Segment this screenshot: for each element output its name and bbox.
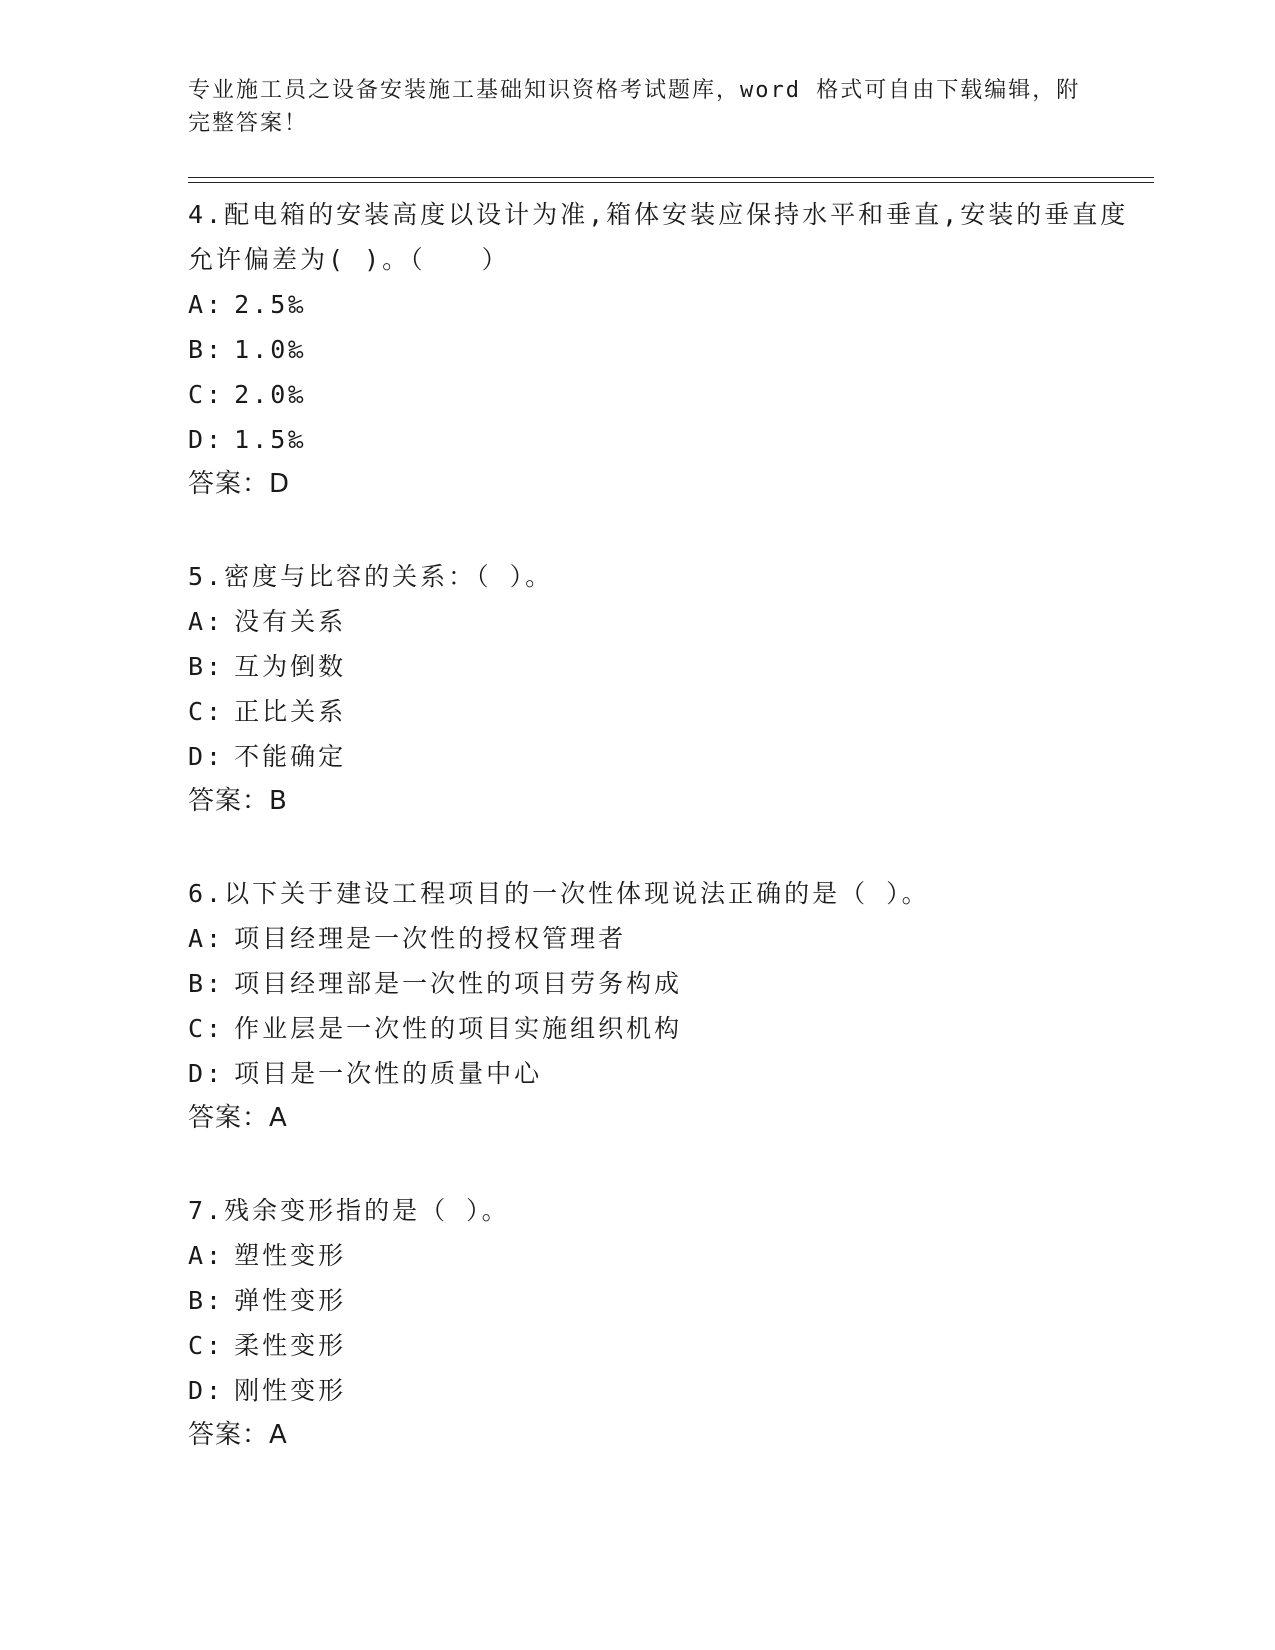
option-list bbox=[188, 916, 1148, 1096]
option-list bbox=[188, 282, 1148, 462]
question-6 bbox=[188, 871, 1148, 1141]
option-b bbox=[188, 1278, 1148, 1323]
option-key: A: bbox=[188, 1241, 225, 1270]
option-c bbox=[188, 1006, 1148, 1051]
question-stem: 4.配电箱的安装高度以设计为准,箱体安装应保持水平和垂直,安装的垂直度允许偏差为( )。（ ） bbox=[188, 200, 1129, 274]
option-text: 项目经理是一次性的授权管理者 bbox=[234, 924, 627, 953]
answer-line: 答案：A bbox=[188, 1103, 288, 1133]
answer-line: 答案：A bbox=[188, 1420, 288, 1450]
option-d bbox=[188, 734, 1148, 779]
question-list bbox=[188, 192, 1148, 1505]
option-list bbox=[188, 1233, 1148, 1413]
option-text: 刚性变形 bbox=[234, 1376, 347, 1405]
option-a bbox=[188, 1233, 1148, 1278]
option-text: 1.0‰ bbox=[234, 335, 307, 364]
option-d bbox=[188, 1051, 1148, 1096]
option-b bbox=[188, 961, 1148, 1006]
document-header: 专业施工员之设备安装施工基础知识资格考试题库，word 格式可自由下载编辑，附完整答案！ bbox=[188, 78, 1081, 136]
option-a bbox=[188, 916, 1148, 961]
question-stem: 6.以下关于建设工程项目的一次性体现说法正确的是（ ）。 bbox=[188, 879, 930, 908]
option-text: 没有关系 bbox=[234, 607, 347, 636]
option-key: A: bbox=[188, 607, 225, 636]
option-key: B: bbox=[188, 652, 225, 681]
answer-line: 答案：D bbox=[188, 469, 291, 499]
option-key: C: bbox=[188, 1014, 225, 1043]
option-key: B: bbox=[188, 335, 225, 364]
option-key: D: bbox=[188, 742, 225, 771]
option-d bbox=[188, 417, 1148, 462]
header-divider-bottom bbox=[188, 182, 1154, 183]
option-c bbox=[188, 689, 1148, 734]
header-divider-top bbox=[188, 177, 1154, 178]
option-text: 1.5‰ bbox=[234, 425, 307, 454]
option-text: 弹性变形 bbox=[234, 1286, 347, 1315]
question-5 bbox=[188, 554, 1148, 824]
option-text: 正比关系 bbox=[234, 697, 347, 726]
option-b bbox=[188, 327, 1148, 372]
option-text: 2.0‰ bbox=[234, 380, 307, 409]
option-text: 项目经理部是一次性的项目劳务构成 bbox=[234, 969, 683, 998]
question-4 bbox=[188, 192, 1148, 507]
option-b bbox=[188, 644, 1148, 689]
option-key: D: bbox=[188, 425, 225, 454]
option-key: B: bbox=[188, 969, 225, 998]
answer-line: 答案：B bbox=[188, 786, 288, 816]
option-text: 柔性变形 bbox=[234, 1331, 347, 1360]
option-key: D: bbox=[188, 1059, 225, 1088]
option-a bbox=[188, 599, 1148, 644]
option-text: 作业层是一次性的项目实施组织机构 bbox=[234, 1014, 683, 1043]
option-list bbox=[188, 599, 1148, 779]
option-d bbox=[188, 1368, 1148, 1413]
option-text: 不能确定 bbox=[234, 742, 347, 771]
option-c bbox=[188, 1323, 1148, 1368]
option-text: 2.5‰ bbox=[234, 290, 307, 319]
option-text: 塑性变形 bbox=[234, 1241, 347, 1270]
option-key: A: bbox=[188, 290, 225, 319]
option-c bbox=[188, 372, 1148, 417]
option-text: 互为倒数 bbox=[234, 652, 347, 681]
option-a bbox=[188, 282, 1148, 327]
option-text: 项目是一次性的质量中心 bbox=[234, 1059, 543, 1088]
question-stem: 5.密度与比容的关系：（ ）。 bbox=[188, 562, 554, 591]
option-key: D: bbox=[188, 1376, 225, 1405]
question-stem: 7.残余变形指的是（ ）。 bbox=[188, 1196, 510, 1225]
option-key: C: bbox=[188, 1331, 225, 1360]
option-key: C: bbox=[188, 380, 225, 409]
option-key: B: bbox=[188, 1286, 225, 1315]
option-key: C: bbox=[188, 697, 225, 726]
option-key: A: bbox=[188, 924, 225, 953]
question-7 bbox=[188, 1188, 1148, 1458]
